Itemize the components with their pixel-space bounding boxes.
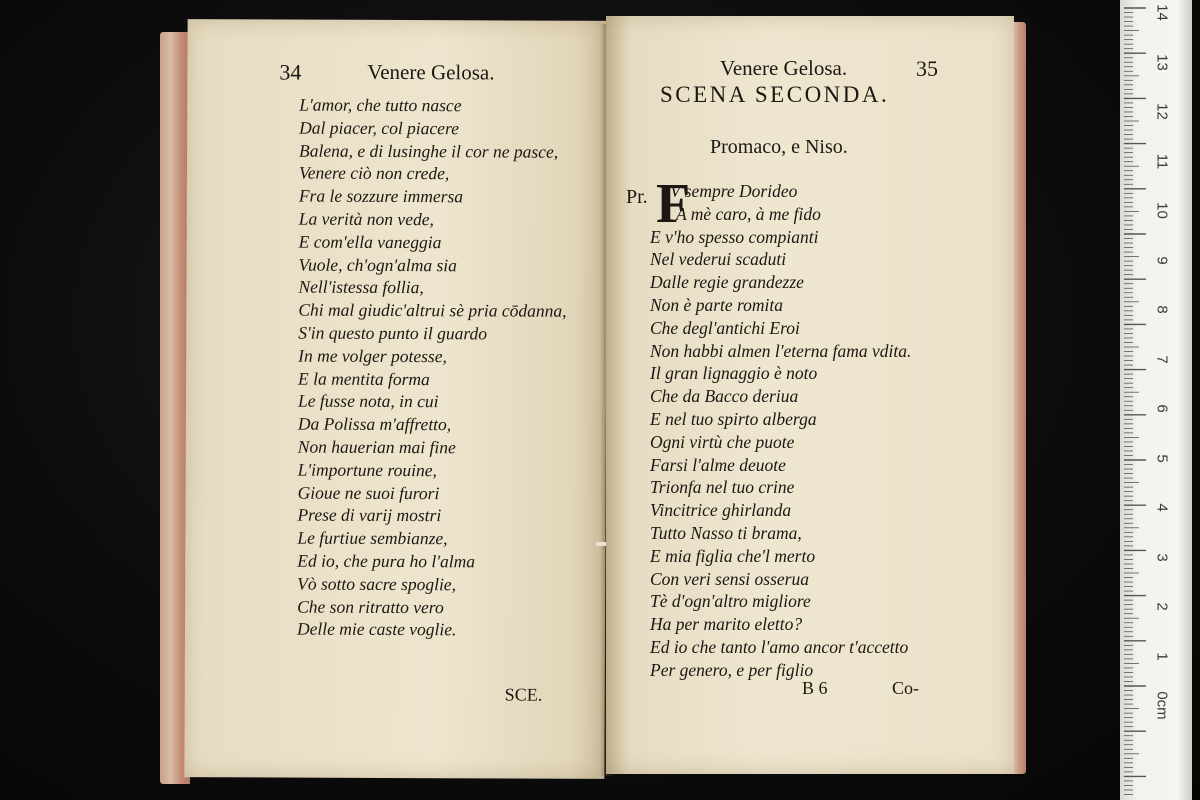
verse-line: Ogni virtù che puote xyxy=(650,431,795,452)
measurement-ruler xyxy=(1120,0,1192,800)
ruler-label: 1 xyxy=(1153,651,1171,661)
ruler-label: 12 xyxy=(1153,103,1171,120)
scene-speakers: Promaco, e Niso. xyxy=(710,136,848,158)
verse-line: Vuole, ch'ogn'alma sia xyxy=(298,254,457,275)
right-catchword: Co- xyxy=(892,678,919,698)
verse-line: Venere ciò non crede, xyxy=(298,162,450,184)
ruler-label: 5 xyxy=(1153,453,1171,463)
verse-line: Balena, e di lusinghe il cor ne pasce, xyxy=(299,140,559,162)
ruler-label: 8 xyxy=(1153,305,1171,314)
verse-line: Trionfa nel tuo crine xyxy=(650,477,795,498)
verse-line: Che da Bacco deriua xyxy=(650,386,799,407)
verse-line: A mè caro, à me fido xyxy=(676,203,821,224)
verse-line: E la mentita forma xyxy=(298,368,430,389)
left-catchword: SCE. xyxy=(504,684,543,705)
left-page xyxy=(184,19,607,779)
verse-line: Con veri sensi osserua xyxy=(650,568,809,589)
ruler-label: 6 xyxy=(1153,404,1171,413)
book-edge-right xyxy=(1012,22,1026,774)
verse-line: Dalle regie grandezze xyxy=(650,272,804,293)
verse-line: Per genero, e per figlio xyxy=(650,659,814,680)
left-running-head: Venere Gelosa. xyxy=(367,59,495,85)
right-verse-block xyxy=(650,180,911,682)
verse-line: Le fusse nota, in cui xyxy=(297,390,439,412)
verse-line: Gioue ne suoi furori xyxy=(297,482,440,503)
verse-line: E com'ella vaneggia xyxy=(298,231,442,252)
verse-line: Non habbi almen l'eterna fama vdita. xyxy=(650,340,912,361)
left-verse-block xyxy=(297,94,568,642)
verse-line: Dal piacer, col piacere xyxy=(299,117,459,139)
verse-line: Prese di varij mostri xyxy=(297,504,442,526)
verse-line: L'amor, che tutto nasce xyxy=(299,94,462,116)
ruler-label: 10 xyxy=(1153,202,1171,219)
right-running-head: Venere Gelosa. xyxy=(720,56,848,80)
verse-line: Delle mie caste voglie. xyxy=(296,618,457,640)
ruler-label: 0cm xyxy=(1153,691,1171,720)
verse-line: Il gran lignaggio è noto xyxy=(650,363,818,384)
right-page-number: 35 xyxy=(916,56,938,81)
open-book xyxy=(160,14,1030,782)
verse-line: Che son ritratto vero xyxy=(297,596,444,617)
ruler-label: 4 xyxy=(1153,503,1171,512)
verse-line: Tutto Nasso ti brama, xyxy=(650,522,802,543)
verse-line: Vò sotto sacre spoglie, xyxy=(297,573,457,594)
verse-line: Non è parte romita xyxy=(650,294,784,315)
verse-line: V sempre Dorideo xyxy=(670,181,798,201)
right-page xyxy=(606,16,1014,774)
verse-line: E nel tuo spirto alberga xyxy=(650,408,817,429)
verse-line: Ha per marito eletto? xyxy=(650,614,803,635)
verse-line: Da Polissa m'affretto, xyxy=(297,413,452,435)
verse-line: Tè d'ogn'altro migliore xyxy=(650,591,811,612)
ruler-label: 3 xyxy=(1153,552,1171,562)
speaker-label: Pr. xyxy=(626,186,648,208)
ruler-label: 14 xyxy=(1153,4,1171,21)
verse-line: La verità non vede, xyxy=(298,208,434,230)
verse-line: Nell'istessa follia, xyxy=(298,276,424,298)
verse-line: Nel vederui scaduti xyxy=(650,249,787,270)
verse-line: L'importune rouine, xyxy=(297,459,437,480)
verse-line: S'in questo punto il guardo xyxy=(298,322,488,344)
ruler-label: 7 xyxy=(1153,354,1171,364)
drop-cap: F xyxy=(656,173,691,235)
scene-title: SCENA SECONDA. xyxy=(660,82,890,107)
verse-line: Chi mal giudic'altrui sè pria cōdanna, xyxy=(298,299,567,321)
ruler-label: 11 xyxy=(1153,153,1171,169)
verse-line: Ed io che tanto l'amo ancor t'accetto xyxy=(650,636,909,657)
verse-line: Che degl'antichi Eroi xyxy=(650,317,800,338)
ruler-label: 2 xyxy=(1153,602,1171,611)
ruler-label: 9 xyxy=(1153,255,1171,265)
left-page-number: 34 xyxy=(279,59,302,85)
ruler-label: 13 xyxy=(1153,53,1171,71)
verse-line: Non hauerian mai fine xyxy=(297,436,456,458)
verse-line: Ed io, che pura ho l'alma xyxy=(297,550,476,572)
verse-line: E v'ho spesso compianti xyxy=(650,226,819,247)
verse-line: E mia figlia che'l merto xyxy=(650,545,816,566)
verse-line: In me volger potesse, xyxy=(298,345,447,366)
verse-line: Fra le sozzure immersa xyxy=(298,185,464,207)
verse-line: Vincitrice ghirlanda xyxy=(650,500,792,521)
verse-line: Le furtiue sembianze, xyxy=(297,527,448,549)
signature-mark: B 6 xyxy=(802,678,828,698)
verse-line: Farsi l'alme deuote xyxy=(650,454,786,475)
